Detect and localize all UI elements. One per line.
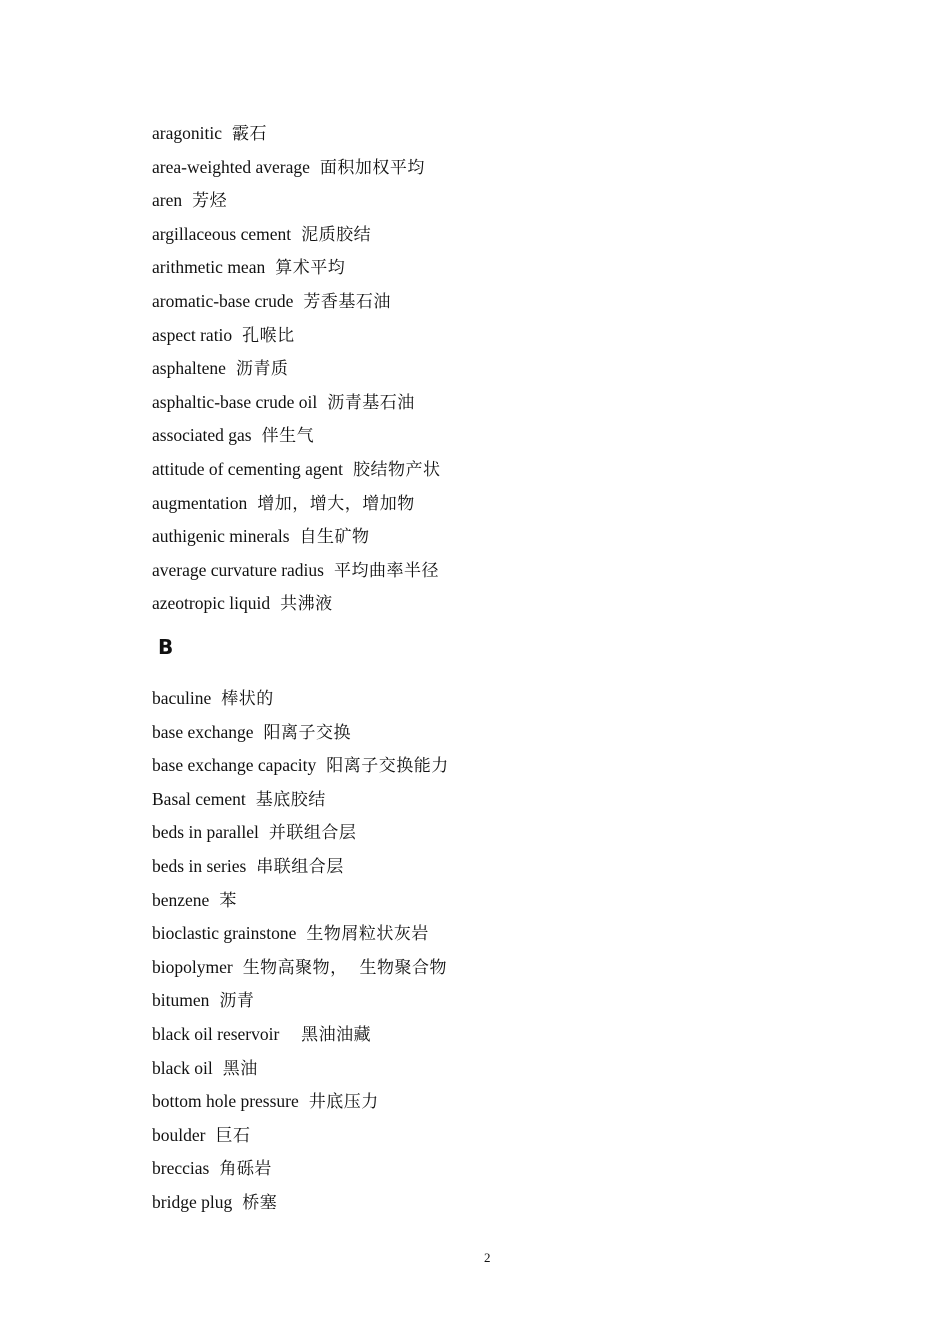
entry-gloss: 并联组合层 [268,823,357,844]
glossary-entry [152,1186,852,1220]
entry-gloss: 角砾岩 [219,1159,272,1180]
entry-gloss: 基底胶结 [255,789,326,810]
glossary-entry [152,1152,852,1186]
entry-term: black oil [152,1057,213,1078]
entry-term: argillaceous cement [152,223,292,244]
glossary-entry [152,1052,852,1086]
entry-term: base exchange [152,721,254,742]
glossary-list-b [152,682,852,1220]
entry-term: bridge plug [152,1191,233,1212]
glossary-entry [152,251,852,285]
entry-gloss: 生物高聚物， 生物聚合物 [242,957,447,978]
entry-gloss: 黑油 [222,1058,258,1079]
entry-gloss: 霰石 [231,124,267,144]
glossary-entry [152,487,852,521]
glossary-entry [152,386,852,420]
entry-term: average curvature radius [152,559,324,580]
entry-gloss: 胶结物产状 [352,459,441,480]
entry-term: augmentation [152,492,248,513]
glossary-entry [152,520,852,554]
entry-gloss: 阳离子交换能力 [326,756,449,777]
glossary-entry [152,419,852,453]
glossary-entry [152,285,852,319]
glossary-entry [152,682,852,716]
entry-gloss: 棒状的 [221,689,274,709]
glossary-entry [152,951,852,985]
entry-gloss: 井底压力 [308,1092,379,1113]
entry-term: Basal cement [152,788,246,809]
entry-term: bottom hole pressure [152,1091,299,1112]
entry-term: baculine [152,688,212,708]
entry-term: bitumen [152,990,210,1011]
entry-term: base exchange capacity [152,755,317,776]
entry-gloss: 孔喉比 [242,325,295,346]
entry-term: beds in parallel [152,822,259,843]
entry-gloss: 沥青基石油 [327,392,415,413]
glossary-entry [152,352,852,386]
glossary-entry [152,1119,852,1153]
entry-gloss: 共沸液 [280,594,333,615]
glossary-entry [152,218,852,252]
entry-term: black oil reservoir [152,1023,280,1044]
entry-gloss: 增加，增大，增加物 [257,493,415,514]
glossary-entry [152,984,852,1018]
page-number: 2 [484,1250,491,1265]
entry-term: bioclastic grainstone [152,923,297,944]
glossary-entry [152,1018,852,1052]
glossary-entry [152,850,852,884]
entry-gloss: 自生矿物 [299,527,370,548]
entry-term: area-weighted average [152,156,310,177]
glossary-entry [152,816,852,850]
entry-term: attitude of cementing agent [152,458,343,479]
entry-gloss: 桥塞 [242,1192,278,1213]
entry-gloss: 面积加权平均 [319,157,425,178]
entry-gloss: 串联组合层 [256,856,344,877]
entry-term: asphaltic-base crude oil [152,391,318,412]
glossary-entry [152,151,852,185]
entry-gloss: 芳烃 [192,191,228,212]
entry-term: arithmetic mean [152,257,266,278]
entry-term: aromatic-base crude [152,290,294,311]
entry-term: aspect ratio [152,324,233,345]
entry-term: breccias [152,1158,210,1179]
entry-gloss: 阳离子交换 [263,722,352,743]
entry-gloss: 沥青 [219,991,255,1012]
glossary-list-a [152,117,852,621]
glossary-entry [152,783,852,817]
glossary-entry [152,917,852,951]
glossary-entry [152,453,852,487]
entry-gloss: 芳香基石油 [303,291,391,312]
glossary-entry [152,716,852,750]
entry-term: aragonitic [152,123,222,143]
entry-gloss: 沥青质 [235,359,289,380]
glossary-entry [152,117,852,151]
entry-gloss: 算术平均 [275,258,346,279]
entry-gloss: 伴生气 [261,426,315,447]
glossary-entry [152,749,852,783]
entry-term: authigenic minerals [152,526,290,547]
glossary-entry [152,884,852,918]
glossary-entry [152,587,852,621]
entry-term: biopolymer [152,956,233,977]
entry-gloss: 泥质胶结 [301,224,372,245]
entry-term: boulder [152,1124,206,1145]
entry-term: asphaltene [152,358,226,379]
entry-term: associated gas [152,425,252,446]
entry-gloss: 生物屑粒状灰岩 [306,924,429,945]
entry-gloss: 黑油油藏 [289,1024,372,1045]
glossary-entry [152,184,852,218]
glossary-entry [152,1085,852,1119]
glossary-entry [152,554,852,588]
entry-gloss: 巨石 [215,1125,251,1146]
entry-term: azeotropic liquid [152,593,271,614]
glossary-entry [152,319,852,353]
entry-term: beds in series [152,855,247,876]
entry-gloss: 苯 [219,890,237,911]
entry-term: benzene [152,889,210,910]
section-heading-b: B [158,635,174,659]
entry-gloss: 平均曲率半径 [333,560,439,581]
entry-term: aren [152,190,183,211]
